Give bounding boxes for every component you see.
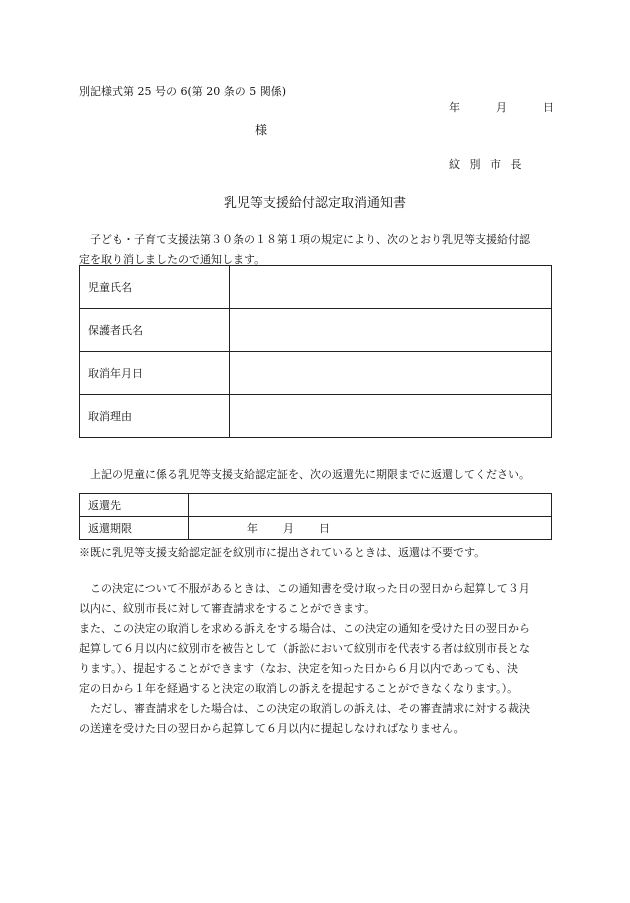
- table-row: [80, 517, 552, 540]
- date-day-label: 日: [543, 101, 554, 114]
- no-return-note: ※既に乳児等支援支給認定証を紋別市に提出されているときは、返還は不要です。: [79, 546, 486, 559]
- return-deadline-value: [189, 517, 552, 540]
- return-instruction: 上記の児童に係る乳児等支援支給認定証を、次の返還先に期限までに返還してください。: [90, 468, 530, 481]
- form-number: 別記様式第 25 号の 6(第 20 条の 5 関係): [79, 85, 287, 98]
- guardian-name-value: [230, 309, 552, 352]
- return-table: [79, 493, 552, 540]
- appeal-line: ただし、審査請求をした場合は、この決定の取消しの訴えは、その審査請求に対する裁決: [90, 702, 530, 715]
- return-destination-value: [189, 494, 552, 517]
- table-row: [80, 494, 552, 517]
- intro-line: 子ども・子育て支援法第３０条の１８第１項の規定により、次のとおり乳児等支援給付認: [90, 233, 530, 246]
- appeal-line: また、この決定の取消しを求める訴えをする場合は、この決定の通知を受けた日の翌日から: [79, 622, 530, 635]
- guardian-name-label: 保護者氏名: [80, 309, 230, 352]
- appeal-notice: [79, 579, 554, 739]
- appeal-line: 定の日から１年を経過すると決定の取消しの訴えを提起することができなくなります。）。: [79, 682, 519, 695]
- date-year-label: 年: [449, 101, 460, 114]
- addressee-suffix: 様: [255, 123, 268, 137]
- date-month-label: 月: [496, 101, 507, 114]
- table-row: [80, 309, 552, 352]
- issue-date: [449, 99, 554, 115]
- appeal-line: この決定について不服があるときは、この通知書を受け取った日の翌日から起算して３月: [90, 582, 530, 595]
- table-row: [80, 352, 552, 395]
- cancel-date-value: [230, 352, 552, 395]
- appeal-line: ります。）、提起することができます（なお、決定を知った日から６月以内であっても、決: [79, 662, 519, 675]
- child-name-label: 児童氏名: [80, 266, 230, 309]
- return-destination-label: 返還先: [80, 494, 189, 517]
- table-row: [80, 266, 552, 309]
- details-table: [79, 265, 552, 438]
- cancel-reason-value: [230, 395, 552, 438]
- issuer: 紋 別 市 長: [449, 158, 522, 171]
- cancel-date-label: 取消年月日: [80, 352, 230, 395]
- appeal-line: 起算して６月以内に紋別市を被告として（訴訟において紋別市を代表する者は紋別市長とな: [79, 642, 530, 655]
- intro-line: 定を取り消しましたので通知します。: [79, 253, 266, 266]
- document-title: 乳児等支援給付認定取消通知書: [223, 196, 406, 211]
- child-name-value: [230, 266, 552, 309]
- deadline-year-label: 年: [247, 522, 258, 535]
- appeal-line: の送達を受けた日の翌日から起算して６月以内に提起しなければなりません。: [79, 722, 465, 735]
- intro-paragraph: [79, 230, 553, 270]
- table-row: [80, 395, 552, 438]
- appeal-line: 以内に、紋別市長に対して審査請求をすることができます。: [79, 602, 376, 615]
- deadline-day-label: 日: [319, 522, 330, 535]
- cancel-reason-label: 取消理由: [80, 395, 230, 438]
- deadline-month-label: 月: [283, 522, 294, 535]
- return-deadline-label: 返還期限: [80, 517, 189, 540]
